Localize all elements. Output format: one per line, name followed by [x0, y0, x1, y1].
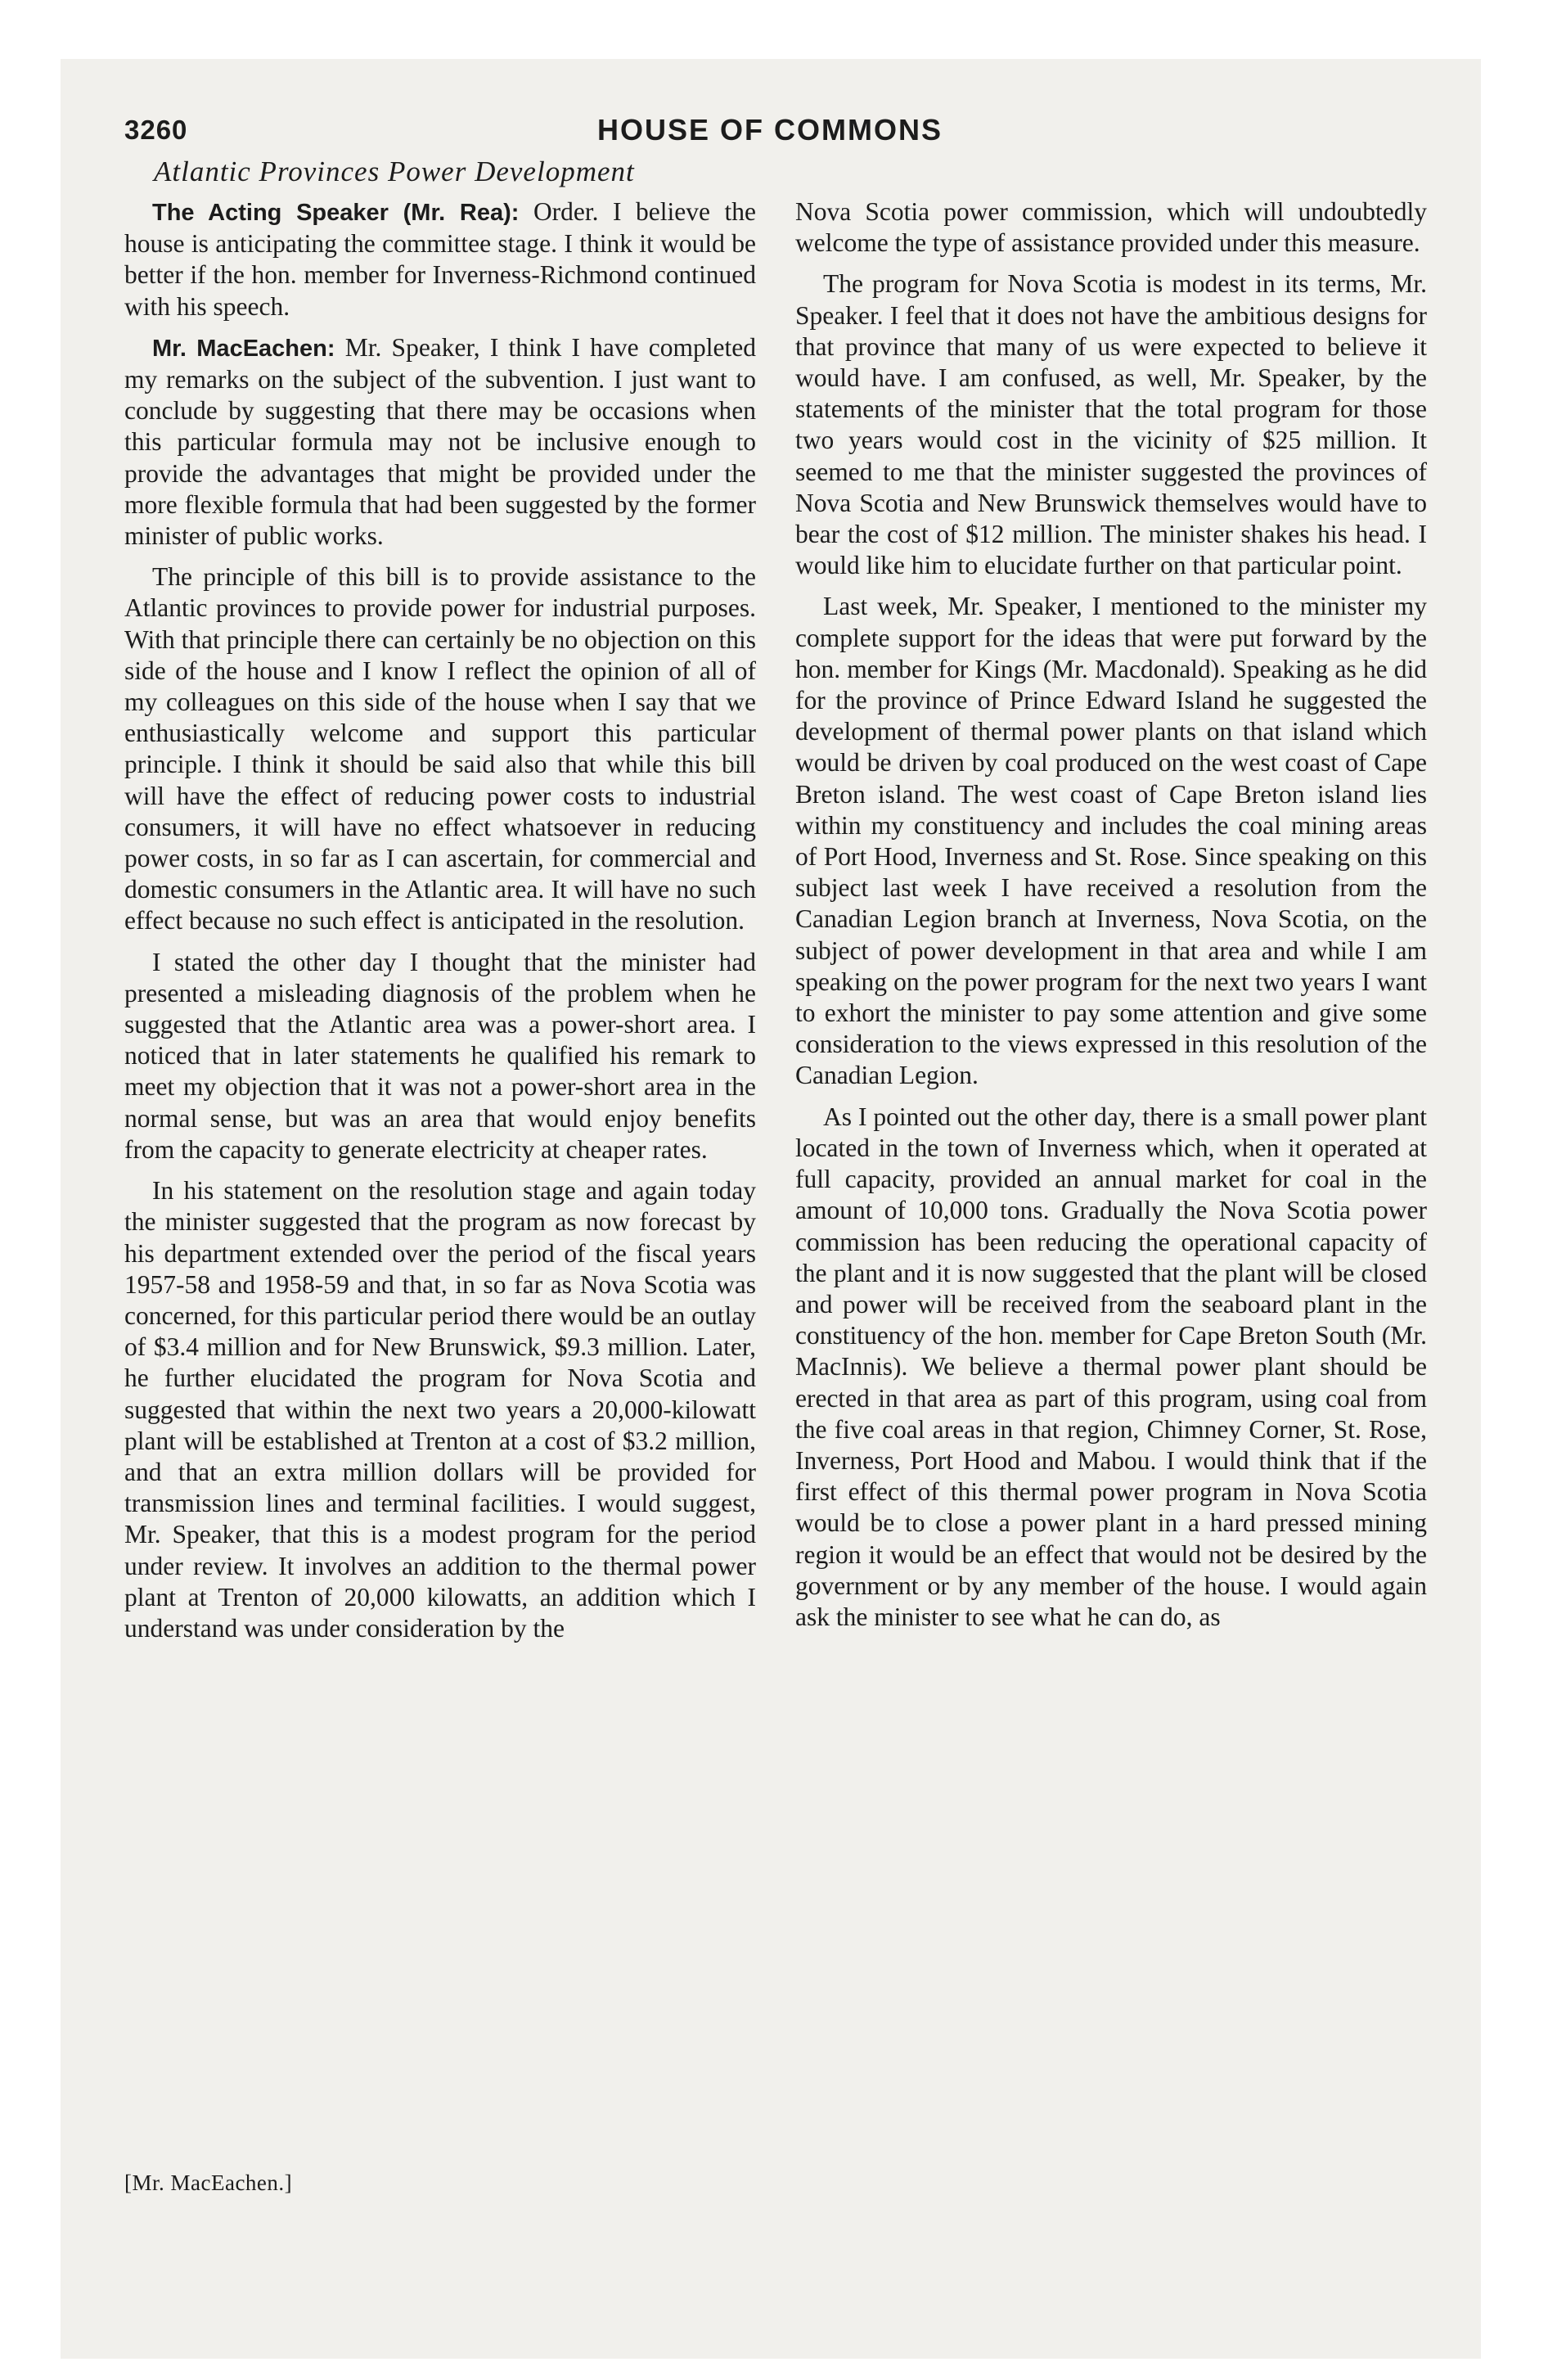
- speaker-attribution: [Mr. MacEachen.]: [124, 2170, 293, 2195]
- speech-text: Mr. Speaker, I think I have completed my remarks on the subject of the subvention. I just want to conclude by suggesting that there may be occasions when this particular formula may not be inclusive enough to provide the advantages that might be provided under the more flexible formula that had been suggested by the former minister of public works.: [124, 332, 756, 551]
- paragraph: As I pointed out the other day, there is a small power plant located in the town of Inverness which, when it operated at full capacity, provided an annual market for coal in the amount of 10,000 tons. Gradually the Nova Scotia power commission has been reducing the operational capacity of the plant and it is now suggested that the plant will be closed and power will be received from the seaboard plant in the constituency of the hon. member for Cape Breton South (Mr. MacInnis). We believe a thermal power plant should be erected in that area as part of this program, using coal from the five coal areas in that region, Chimney Corner, St. Rose, Inverness, Port Hood and Mabou. I would think that if the first effect of this thermal power program in Nova Scotia would be to close a power plant in a hard pressed mining region it would be an effect that would not be desired by the government or by any member of the house. I would again ask the minister to see what he can do, as: [795, 1102, 1427, 1631]
- running-head: HOUSE OF COMMONS: [597, 113, 943, 146]
- speech-text: Order. I believe the house is anticipating the committee stage. I think it would be better if the hon. member for Inverness-Richmond continued with his speech.: [124, 197, 756, 321]
- paragraph: [124, 196, 756, 322]
- paragraph: The program for Nova Scotia is modest in its terms, Mr. Speaker. I feel that it does not have the ambitious designs for that province that many of us were expected to believe it would have. I am confused, as well, Mr. Speaker, by the statements of the minister that the total program for those two years would cost in the vicinity of $25 million. It seemed to me that the minister suggested the provinces of Nova Scotia and New Brunswick themselves would have to bear the cost of $12 million. The minister shakes his head. I would like him to elucidate further on that particular point.: [795, 269, 1427, 580]
- page-number: 3260: [124, 115, 188, 145]
- left-column: [124, 196, 756, 1654]
- paragraph: In his statement on the resolution stage and again today the minister suggested that the program as now forecast by his department extended over the period of the fiscal years 1957-58 and 1958-59 and that, in so far as Nova Scotia was concerned, for this particular period there would be an outlay of $3.4 million and for New Brunswick, $9.3 million. Later, he further elucidated the program for Nova Scotia and suggested that within the next two years a 20,000-kilowatt plant will be established at Trenton at a cost of $3.2 million, and that an extra million dollars will be provided for transmission lines and terminal facilities. I would suggest, Mr. Speaker, that this is a modest program for the period under review. It involves an addition to the thermal power plant at Trenton of 20,000 kilowatts, an addition which I understand was under consideration by the: [124, 1176, 756, 1643]
- speaker-name: The Acting Speaker (Mr. Rea):: [152, 200, 520, 226]
- right-column: [795, 196, 1427, 1643]
- section-title: Atlantic Provinces Power Development: [154, 156, 635, 187]
- speaker-name: Mr. MacEachen:: [152, 335, 335, 362]
- paragraph: Nova Scotia power commission, which will undoubtedly welcome the type of assistance provided under this measure.: [795, 197, 1427, 258]
- paragraph: [124, 332, 756, 552]
- paragraph: The principle of this bill is to provide assistance to the Atlantic provinces to provide power for industrial purposes. With that principle there can certainly be no objection on this side of the house and I know I reflect the opinion of all of my colleagues on this side of the house when I say that we enthusiastically welcome and support this particular principle. I think it should be said also that while this bill will have the effect of reducing power costs to industrial consumers, it will have no effect whatsoever in reducing power costs, in so far as I can ascertain, for commercial and domestic consumers in the Atlantic area. It will have no such effect because no such effect is anticipated in the resolution.: [124, 562, 756, 935]
- paragraph: Last week, Mr. Speaker, I mentioned to the minister my complete support for the ideas that were put forward by the hon. member for Kings (Mr. Macdonald). Speaking as he did for the province of Prince Edward Island he suggested the development of thermal power plants on that island which would be driven by coal produced on the west coast of Cape Breton island. The west coast of Cape Breton island lies within my constituency and includes the coal mining areas of Port Hood, Inverness and St. Rose. Since speaking on this subject last week I have received a resolution from the Canadian Legion branch at Inverness, Nova Scotia, on the subject of power development in that area and while I am speaking on the power program for the next two years I want to exhort the minister to pay some attention and give some consideration to the views expressed in this resolution of the Canadian Legion.: [795, 592, 1427, 1090]
- paragraph: I stated the other day I thought that the minister had presented a misleading diagnosis of the problem when he suggested that the Atlantic area was a power-short area. I noticed that in later statements he qualified his remark to meet my objection that it was not a power-short area in the normal sense, but was an area that would enjoy benefits from the capacity to generate electricity at cheaper rates.: [124, 947, 756, 1164]
